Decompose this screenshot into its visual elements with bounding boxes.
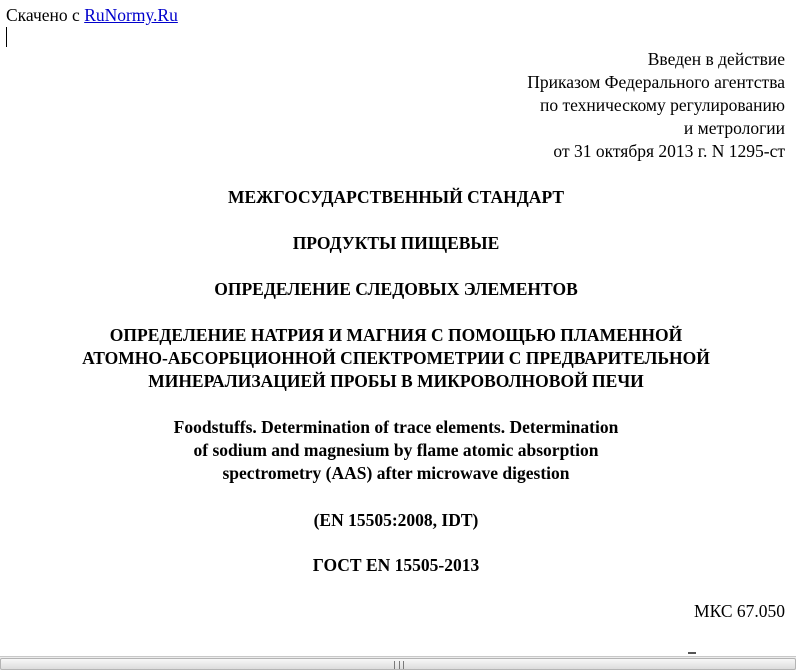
downloaded-prefix: Скачено с: [6, 5, 85, 25]
subject-heading: ОПРЕДЕЛЕНИЕ СЛЕДОВЫХ ЭЛЕМЕНТОВ: [214, 279, 578, 299]
grip-icon: [394, 661, 404, 669]
intro-line: Приказом Федерального агентства: [527, 72, 785, 92]
mks-code: МКС 67.050: [694, 601, 785, 621]
equivalence-label: (EN 15505:2008, IDT): [313, 510, 479, 530]
russian-title-line: АТОМНО-АБСОРБЦИОННОЙ СПЕКТРОМЕТРИИ С ПРЕДВАРИТЕЛЬНОЙ: [82, 348, 710, 368]
russian-title: [0, 324, 792, 393]
introduction-block: [527, 48, 785, 163]
category-heading: ПРОДУКТЫ ПИЩЕВЫЕ: [292, 233, 500, 253]
standard-type-heading: МЕЖГОСУДАРСТВЕННЫЙ СТАНДАРТ: [227, 187, 565, 207]
horizontal-scrollbar[interactable]: [0, 656, 796, 670]
english-title-line: of sodium and magnesium by flame atomic absorption: [193, 440, 599, 460]
english-title-line: spectrometry (AAS) after microwave digestion: [222, 463, 570, 483]
standard-code: ГОСТ EN 15505-2013: [312, 555, 480, 575]
next-line-fragment: [688, 652, 696, 654]
text-cursor: [6, 27, 7, 47]
intro-line: от 31 октября 2013 г. N 1295-ст: [553, 141, 785, 161]
scrollbar-thumb[interactable]: [0, 658, 796, 670]
downloaded-from-line: [6, 4, 178, 26]
russian-title-line: ОПРЕДЕЛЕНИЕ НАТРИЯ И МАГНИЯ С ПОМОЩЬЮ ПЛАМЕННОЙ: [109, 325, 683, 345]
english-title: [0, 416, 792, 485]
russian-title-line: МИНЕРАЛИЗАЦИЕЙ ПРОБЫ В МИКРОВОЛНОВОЙ ПЕЧИ: [148, 371, 644, 391]
runormy-link[interactable]: RuNormy.Ru: [84, 5, 178, 25]
english-title-line: Foodstuffs. Determination of trace elements. Determination: [173, 417, 619, 437]
intro-line: и метрологии: [683, 118, 785, 138]
intro-line: по техническому регулированию: [539, 95, 785, 115]
intro-line: Введен в действие: [647, 49, 785, 69]
